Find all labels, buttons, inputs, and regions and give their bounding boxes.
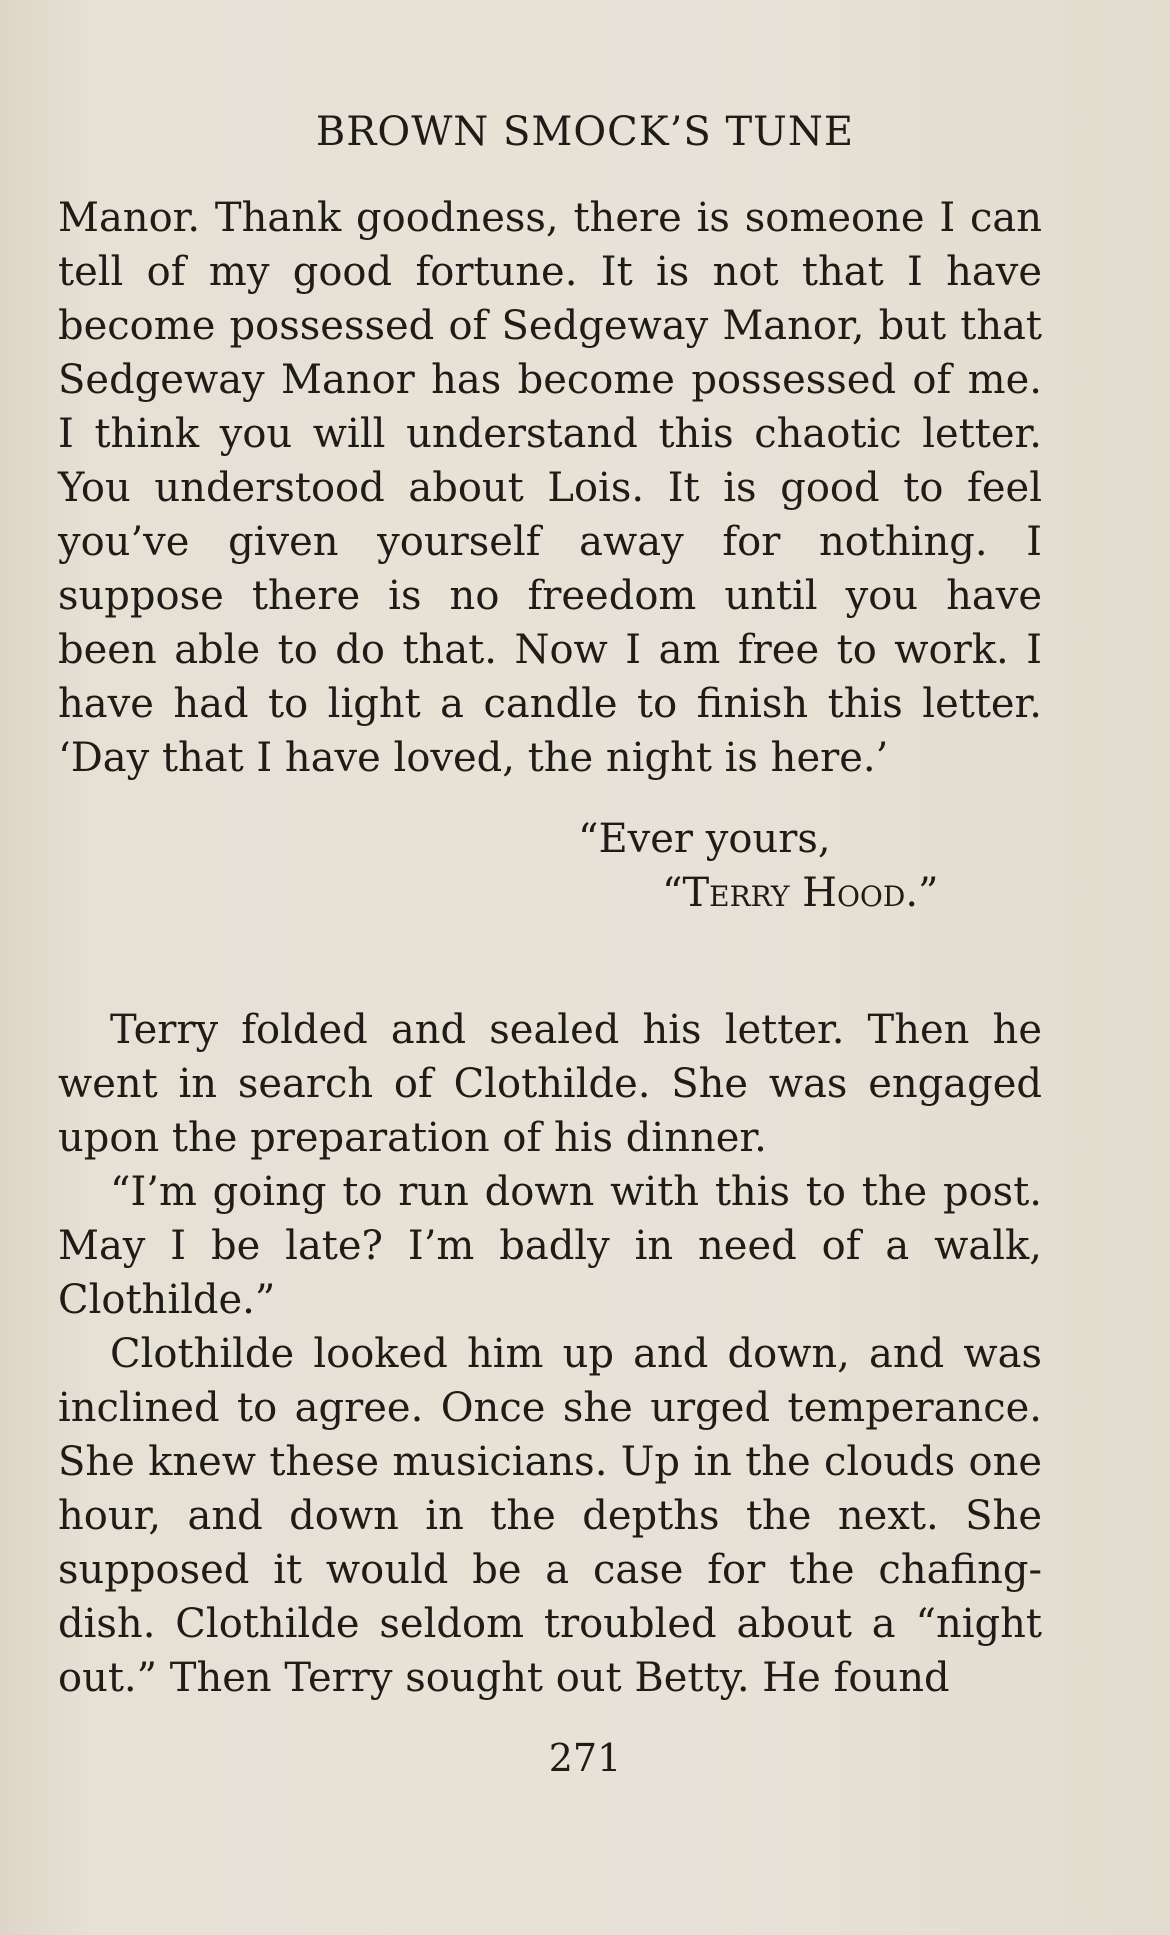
paragraph: “I’m going to run down with this to the post. May I be late? I’m badly in need of a walk, Clothilde.” (58, 1169, 1042, 1323)
running-head: BROWN SMOCK’S TUNE (315, 109, 855, 155)
letter-closing (58, 812, 1042, 920)
narrative-text (58, 1003, 1042, 1705)
paragraph: Terry folded and sealed his letter. Then he went in search of Clothilde. She was engaged upon the preparation of his dinner. (58, 1007, 1042, 1161)
letter-paragraph: Manor. Thank goodness, there is someone I can tell of my good fortune. It is not that I have become possessed of Sedgeway Manor, but that Sedgeway Manor has become possessed of me. I think you will understand this chaotic letter. You understood about Lois. It is good to feel you’ve given yourself away for nothing. I suppose there is no freedom until you have been able to do that. Now I am free to work. I have had to light a candle to finish this letter. ‘Day that I have loved, the night is here.’ (58, 195, 1042, 781)
page-number: 271 (548, 1736, 622, 1780)
paragraph: Clothilde looked him up and down, and was inclined to agree. Once she urged temperance. She knew these musicians. Up in the clouds one hour, and down in the depths the next. She supposed it would be a case for the chafing-dish. Clothilde seldom troubled about a “night out.” Then Terry sought out Betty. He found (58, 1331, 1042, 1701)
signature: “Terry Hood.” (662, 870, 939, 916)
letter-body (58, 191, 1042, 785)
valediction: “Ever yours, (578, 816, 831, 862)
